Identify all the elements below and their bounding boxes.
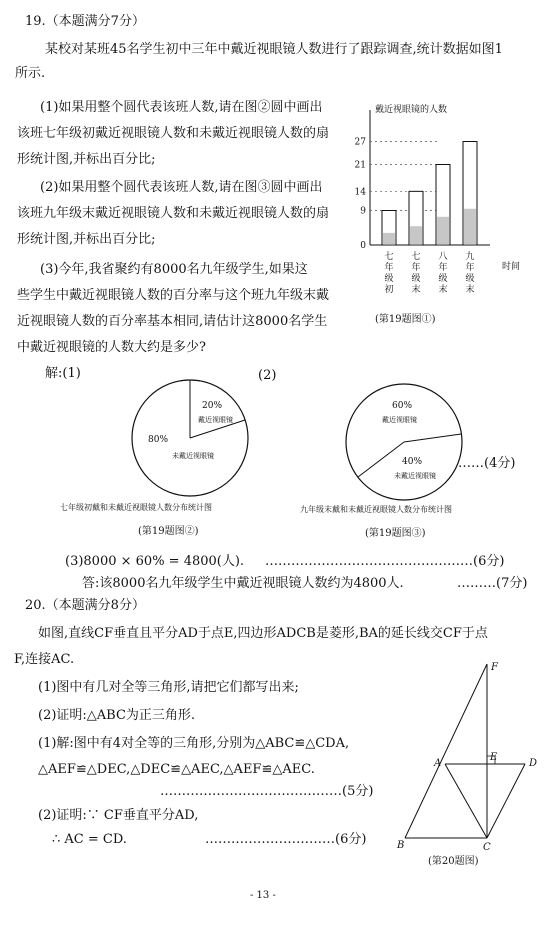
x-tick-label: 末 (438, 285, 448, 295)
pie2-rest-label: 未戴近视眼镜 (394, 472, 436, 480)
fig2-caption: (第19题图②) (138, 526, 199, 537)
q20-answer1-cont: △AEF≌△DEC,△DEC≌△AEC,△AEF≌△AEC. (38, 762, 315, 777)
q19-part3: (3)今年,我省聚约有8000名九年级学生,如果这 (40, 262, 308, 277)
x-tick-label: 七 (411, 252, 421, 262)
x-tick-label: 末 (465, 285, 475, 295)
q19-part2-l3: 形统计图,并标出百分比; (17, 232, 156, 247)
bar-shade (437, 217, 449, 245)
answer-line: 答:该8000名九年级学生中戴近视眼镜人数约为4800人. (82, 576, 404, 591)
pie1-rest-percent: 80% (148, 435, 169, 445)
q20-answer2: (2)证明:∵ CF垂直平分AD, (38, 808, 199, 823)
fig20-caption: (第20题图) (428, 856, 479, 867)
score-4: ……(4分) (458, 456, 516, 471)
q20-intro: 如图,直线CF垂直且平分AD于点E,四边形ADCB是菱形,BA的延长线交CF于点 (38, 626, 488, 641)
x-tick-label: 级 (411, 274, 421, 284)
x-tick-label: 八 (438, 252, 448, 262)
label-F: F (491, 662, 498, 673)
pie1-rest-label: 未戴近视眼镜 (172, 452, 214, 460)
score-6: …………………………………………(6分) (265, 554, 505, 569)
x-tick-label: 九 (465, 252, 475, 262)
q19-part1-l3: 形统计图,并标出百分比; (17, 152, 156, 167)
part2-label: (2) (258, 368, 277, 383)
calc-line: (3)8000 × 60% = 4800(人). (65, 554, 245, 569)
x-tick-label: 级 (384, 274, 394, 284)
score-5: ……………………………………(5分) (160, 784, 374, 799)
y-axis-label: 戴近视眼镜的人数 (375, 105, 448, 115)
bar-shade (464, 209, 476, 245)
pie2-rest-percent: 40% (402, 457, 423, 467)
x-tick-label: 末 (411, 285, 421, 295)
x-tick-label: 初 (384, 285, 394, 295)
fig3-caption: (第19题图③) (365, 528, 426, 539)
y-tick-label: 14 (354, 187, 366, 198)
pie-chart-grade9-end (344, 382, 464, 502)
q20-question2: (2)证明:△ABC为正三角形. (38, 708, 196, 723)
label-A: A (434, 758, 442, 769)
q20-question1: (1)图中有几对全等三角形,请把它们都写出来; (38, 680, 299, 695)
rhombus-figure (395, 660, 545, 853)
label-D: D (529, 758, 538, 769)
q19-intro: 某校对某班45名学生初中三年中戴近视眼镜人数进行了跟踪调查,统计数据如图1 (45, 42, 503, 57)
x-tick-label: 年 (411, 263, 421, 273)
x-tick-label: 年 (438, 263, 448, 273)
x-tick-label: 年 (384, 263, 394, 273)
bar-shade (410, 226, 422, 245)
label-B: B (397, 840, 405, 851)
y-tick-label: 9 (360, 206, 366, 217)
x-tick-label: 级 (465, 274, 475, 284)
q20-answer1: (1)解:图中有4对全等的三角形,分别为△ABC≌△CDA, (38, 736, 350, 751)
y-tick-label: 27 (354, 137, 366, 148)
pie-chart-grade7-start (130, 378, 250, 498)
x-tick-label: 级 (438, 274, 448, 284)
bar-shade (383, 233, 395, 245)
q19-intro-cont: 所示. (15, 66, 46, 81)
q19-header: 19.（本题满分7分） (25, 14, 145, 29)
q20-header: 20.（本题满分8分） (25, 598, 145, 613)
x-tick-label: 年 (465, 263, 475, 273)
pie2-slice-label: 戴近视眼镜 (382, 416, 417, 424)
solution-label: 解:(1) (45, 366, 81, 381)
fig1-caption: (第19题图①) (375, 314, 436, 325)
y-tick-label: 0 (360, 241, 366, 251)
q19-part1-l2: 该班七年级初戴近视眼镜人数和未戴近视眼镜人数的扇 (17, 126, 330, 141)
label-E: E (490, 752, 498, 763)
pie2-caption: 九年级末戴和未戴近视眼镜人数分布统计图 (300, 505, 452, 514)
label-C: C (483, 842, 491, 853)
y-tick-label: 21 (354, 160, 366, 171)
q20-answer2-cont: ∴ AC = CD. (52, 832, 127, 847)
pie1-slice-label: 戴近视眼镜 (198, 416, 233, 424)
page-number: - 13 - (250, 890, 276, 901)
x-tick-label: 七 (384, 252, 394, 262)
q19-part3-l2: 些学生中戴近视眼镜人数的百分率与这个班九年级末戴 (17, 288, 330, 303)
score-7: ………(7分) (457, 576, 528, 591)
pie2-slice-percent: 60% (392, 401, 413, 411)
q19-part2-l2: 该班九年级末戴近视眼镜人数和未戴近视眼镜人数的扇 (17, 206, 330, 221)
pie1-caption: 七年级初戴和未戴近视眼镜人数分布统计图 (60, 503, 212, 512)
q19-part3-l3: 近视眼镜人数的百分率基本相同,请估计这8000名学生 (17, 314, 328, 329)
x-axis-label: 时间 (502, 262, 521, 272)
score-6-q20: …………………………(6分) (205, 832, 367, 847)
q20-intro-cont: F,连接AC. (14, 652, 75, 667)
pie1-slice-percent: 20% (202, 401, 223, 411)
q19-part3-l4: 中戴近视眼镜的人数大约是多少? (17, 340, 206, 355)
bar-chart (340, 100, 521, 330)
q19-part1: (1)如果用整个圆代表该班人数,请在图②圆中画出 (40, 100, 323, 115)
q19-part2: (2)如果用整个圆代表该班人数,请在图③圆中画出 (40, 180, 323, 195)
